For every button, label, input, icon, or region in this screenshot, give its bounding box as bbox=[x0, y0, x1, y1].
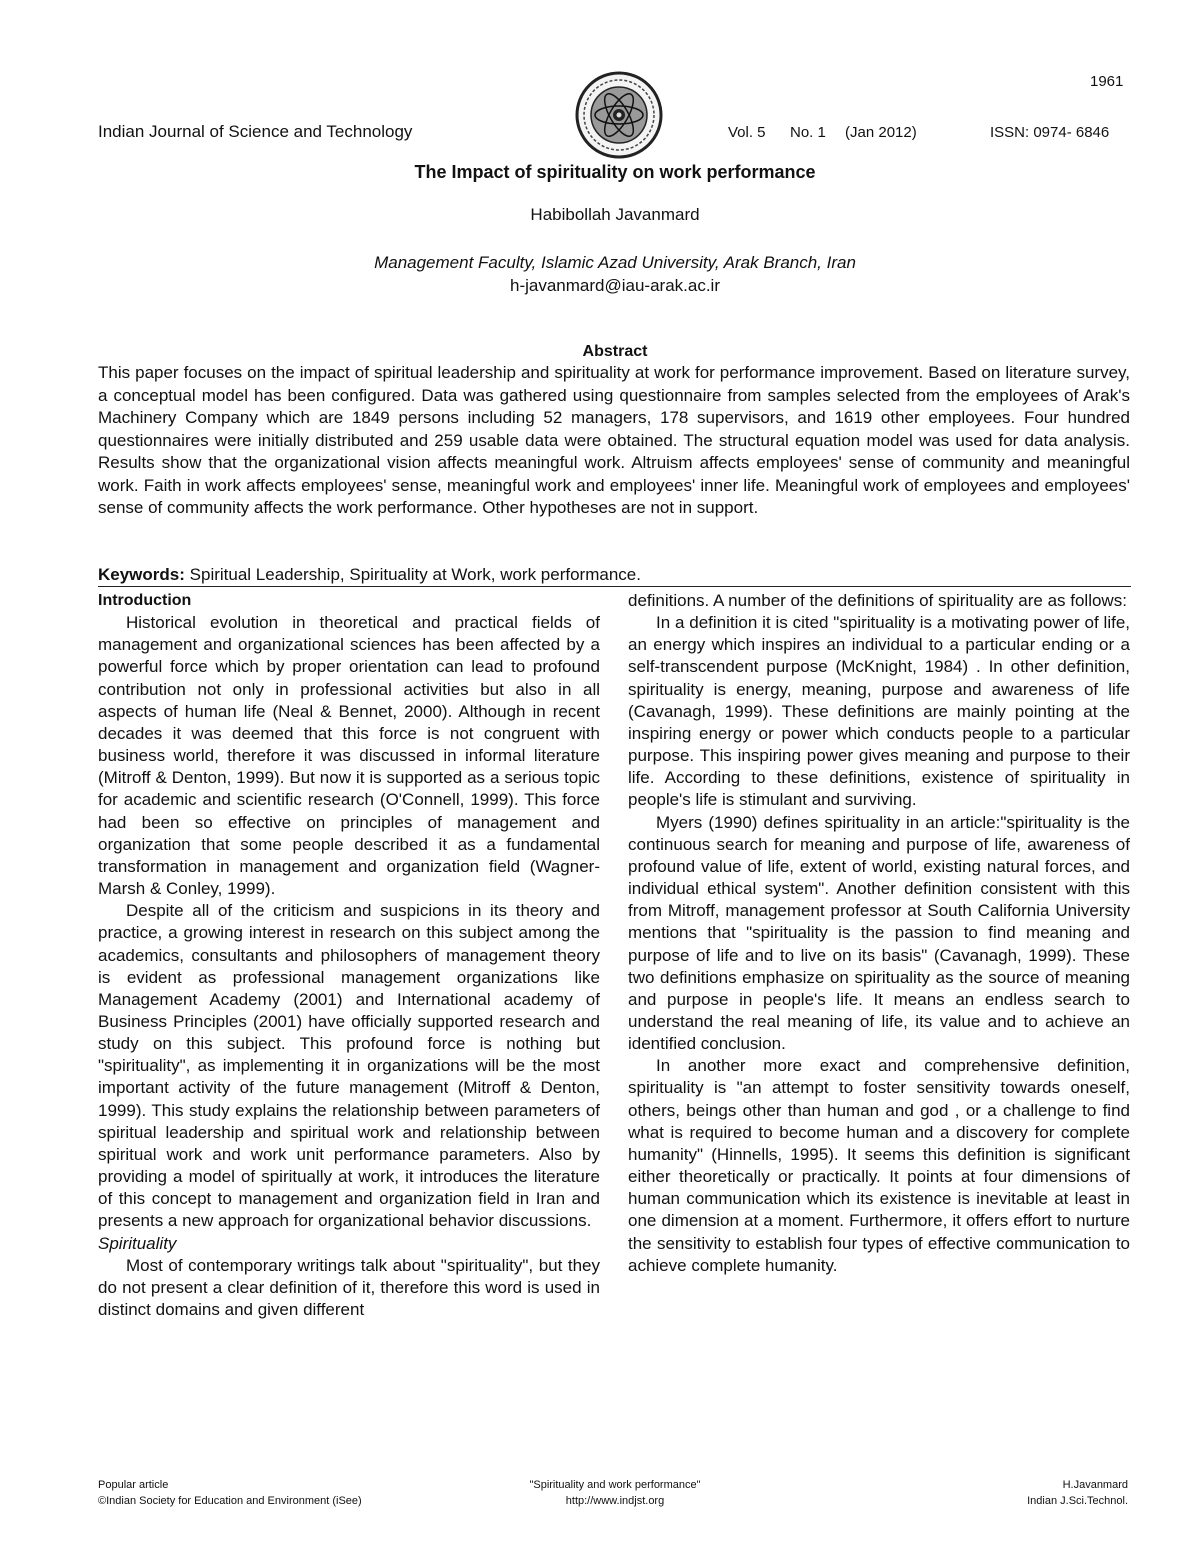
issue-number: No. 1 bbox=[790, 124, 826, 141]
keywords-list: Spiritual Leadership, Spirituality at Work, work performance. bbox=[184, 565, 641, 584]
running-author: H.Javanmard bbox=[1062, 1479, 1128, 1491]
running-title: "Spirituality and work performance" bbox=[529, 1479, 701, 1491]
author-affiliation: Management Faculty, Islamic Azad University, Arak Branch, Iran bbox=[374, 253, 856, 272]
spirituality-paragraph-3: Myers (1990) defines spirituality in an article:"spirituality is the continuous search for meaning and purpose of life, awareness of profound value of life, extent of world, existing natural forces, and individual ethical system". Another definition consistent with this from Mitroff, management professor at South California University mentions that "spirituality is the passion to find meaning and purpose of life and to live on its basis" (Cavanagh, 1999). These two definitions emphasize on spirituality as the source of meaning and purpose in people's life. It means an endless search to understand the real meaning of life, its value and to achieve an identified conclusion. bbox=[628, 812, 1130, 1054]
introduction-heading: Introduction bbox=[98, 592, 192, 609]
abstract-heading: Abstract bbox=[582, 343, 648, 360]
left-column bbox=[98, 590, 600, 1321]
paper-title: The Impact of spirituality on work performance bbox=[414, 162, 816, 182]
footer-right bbox=[900, 1477, 1128, 1509]
journal-seal-icon bbox=[574, 70, 664, 160]
abstract-text: This paper focuses on the impact of spiritual leadership and spirituality at work for performance improvement. Based on literature survey, a conceptual model has been configured. Data was gathered using questionnaire from samples selected from the employees of Arak's Machinery Company which are 1849 persons including 52 managers, 178 supervisors, and 1619 other employees. Four hundred questionnaires were initially distributed and 259 usable data were obtained. The structural equation model was used for data analysis. Results show that the organizational vision affects meaningful work. Altruism affects employees' sense of community and meaningful work. Faith in work affects employees' sense, meaningful work and employees' inner life. Meaningful work of employees and employees' sense of community affects the work performance. Other hypotheses are not in support. bbox=[98, 363, 1130, 517]
spirituality-paragraph-continued: definitions. A number of the definitions of spirituality are as follows: bbox=[628, 591, 1127, 610]
journal-abbrev: Indian J.Sci.Technol. bbox=[1027, 1495, 1128, 1507]
journal-name: Indian Journal of Science and Technology bbox=[98, 122, 413, 141]
copyright: ©Indian Society for Education and Environment (iSee) bbox=[98, 1495, 362, 1507]
intro-paragraph-1: Historical evolution in theoretical and practical fields of management and organizational sciences has been affected by a powerful force which by proper orientation can lead to profound contribution not only in professional activities but also in all aspects of human life (Neal & Bennet, 2000). Although in recent decades it was deemed that this force is not congruent with business world, therefore it was discussed in informal literature (Mitroff & Denton, 1999). But now it is supported as a serious topic for academic and scientific research (O'Connell, 1999). This force had been so effective on principles of management and organization that some people described it as a fundamental transformation in management and organization field (Wagner-Marsh & Conley, 1999). bbox=[98, 613, 600, 899]
issue-date: (Jan 2012) bbox=[845, 124, 917, 141]
issn: ISSN: 0974- 6846 bbox=[990, 124, 1110, 141]
intro-paragraph-2: Despite all of the criticism and suspicions in its theory and practice, a growing interest in research on this subject among the academics, consultants and philosophers of management theory is evident as professional management organizations like Management Academy (2001) and International academy of Business Principles (2001) have officially supported research and study on this subject. This profound force is nothing but "spirituality", as implementing it in organizations will be the most important activity of the future management (Mitroff & Denton, 1999). This study explains the relationship between parameters of spiritual leadership and spiritual work and relationship between spiritual work and work unit performance parameters. Also by providing a model of spiritually at work, it introduces the literature of this concept to management and organization field in Iran and presents a new approach for organizational behavior discussions. bbox=[98, 901, 600, 1231]
author-email: h-javanmard@iau-arak.ac.ir bbox=[509, 276, 720, 295]
right-column bbox=[628, 590, 1130, 1277]
journal-url[interactable]: http://www.indjst.org bbox=[565, 1495, 665, 1507]
keywords-label: Keywords: bbox=[98, 565, 185, 584]
spirituality-paragraph-1: Most of contemporary writings talk about "spirituality", but they do not present a clear definition of it, therefore this word is used in distinct domains and given different bbox=[98, 1255, 600, 1319]
spirituality-paragraph-4: In another more exact and comprehensive definition, spirituality is "an attempt to foster sensitivity towards oneself, others, beings other than human and god , or a challenge to find what is required to become human and a discovery for complete humanity" (Hinnells, 1995). It seems this definition is significant either theoretically or practically. It points at four dimensions of human communication which its existence is inevitable at least in one dimension at a moment. Furthermore, it offers effort to nurture the sensitivity to establish four types of effective communication to achieve complete humanity. bbox=[628, 1056, 1130, 1275]
spirituality-heading: Spirituality bbox=[98, 1233, 177, 1253]
keywords bbox=[98, 564, 1130, 586]
page-number: 1961 bbox=[1090, 73, 1124, 90]
volume: Vol. 5 bbox=[728, 124, 766, 141]
author-name: Habibollah Javanmard bbox=[530, 205, 700, 224]
spirituality-paragraph-2: In a definition it is cited "spirituality is a motivating power of life, an energy which inspires an individual to a particular ending or a self-transcendent purpose (McKnight, 1984) . In other definition, spirituality is energy, meaning, purpose and awareness of life (Cavanagh, 1999). These definitions are mainly pointing at the inspiring energy or power which conducts people to a particular purpose. This inspiring power gives meaning and purpose to their life. According to these definitions, existence of spirituality in people's life is stimulant and surviving. bbox=[628, 613, 1130, 810]
article-type: Popular article bbox=[98, 1479, 169, 1491]
section-divider bbox=[98, 586, 1131, 587]
